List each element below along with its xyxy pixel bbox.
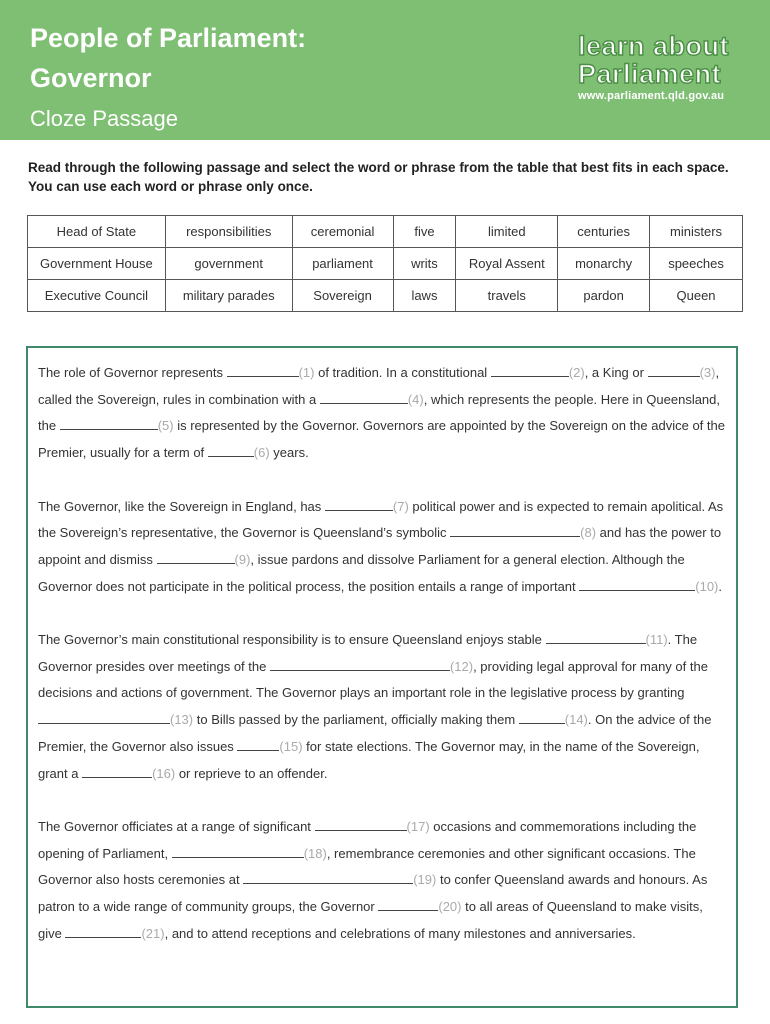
blank-13[interactable] (38, 710, 170, 724)
word-cell: Head of State (28, 216, 166, 248)
word-cell: Royal Assent (456, 248, 558, 280)
blank-number: (3) (699, 365, 716, 380)
passage-text: , called the Sovereign, rules in combination with a (38, 365, 720, 407)
word-cell: Government House (28, 248, 166, 280)
passage-text: of tradition. In a constitutional (314, 365, 491, 380)
passage-text: , providing legal approval for many of the decisions and actions of government. The Governor plays an important role in the legislative process by granting (38, 658, 708, 701)
passage-text: for state elections. The Governor may, in the name of the Sovereign, grant a (38, 738, 700, 781)
passage-text: , and to attend receptions and celebrations of many milestones and anniversaries. (164, 925, 636, 941)
blank-5[interactable] (60, 416, 158, 430)
passage-text: years. (269, 445, 309, 461)
word-cell: ceremonial (292, 216, 393, 248)
blank-7[interactable] (325, 497, 393, 511)
blank-number: (19) (413, 872, 437, 888)
table-row (28, 248, 743, 280)
blank-9[interactable] (157, 550, 235, 564)
word-cell: laws (393, 280, 456, 312)
word-cell: military parades (165, 280, 292, 312)
blank-14[interactable] (519, 710, 565, 724)
blank-number: (15) (279, 738, 303, 754)
blank-number: (10) (695, 578, 719, 594)
blank-number: (2) (568, 365, 585, 380)
passage-text: . The Governor presides over meetings of the (38, 632, 698, 674)
word-cell: monarchy (558, 248, 650, 280)
word-cell: writs (393, 248, 456, 280)
header-banner (0, 0, 770, 140)
page-title: People of Parliament: Governor (30, 23, 307, 93)
blank-16[interactable] (82, 764, 152, 778)
blank-4[interactable] (320, 390, 408, 404)
blank-number: (7) (392, 498, 409, 514)
blank-20[interactable] (378, 897, 438, 911)
page-subtitle: Cloze Passage (30, 106, 178, 131)
blank-number: (6) (253, 445, 270, 461)
blank-2[interactable] (491, 363, 569, 377)
word-cell: government (165, 248, 292, 280)
passage-text: , a King or (584, 365, 648, 380)
word-cell: parliament (292, 248, 393, 280)
passage-text: to all areas of Queensland to make visits, give (38, 899, 703, 941)
blank-10[interactable] (579, 577, 695, 591)
blank-number: (18) (303, 845, 327, 861)
cloze-passage (38, 360, 728, 947)
word-cell: centuries (558, 216, 650, 248)
word-cell: pardon (558, 280, 650, 312)
word-cell: Queen (650, 280, 743, 312)
passage-text: , issue pardons and dissolve Parliament for a general election. Although the Governor does not participate in the political process, the position entails a range of important (38, 551, 685, 594)
blank-number: (20) (438, 899, 462, 915)
word-cell: responsibilities (165, 216, 292, 248)
passage-text: The Governor, like the Sovereign in England, has (38, 498, 325, 514)
learn-about-parliament-logo[interactable] (578, 32, 738, 102)
blank-number: (5) (157, 418, 174, 434)
logo-line-1: learn about (578, 31, 730, 61)
passage-paragraph-2 (38, 494, 728, 601)
passage-text: The Governor’s main constitutional responsibility is to ensure Queensland enjoys stable (38, 632, 546, 647)
passage-text: occasions and commemorations including the opening of Parliament, (38, 818, 697, 861)
blank-8[interactable] (450, 523, 580, 537)
blank-number: (16) (152, 765, 176, 781)
passage-paragraph-1 (38, 360, 728, 467)
blank-3[interactable] (648, 363, 700, 377)
passage-text: The role of Governor represents (38, 365, 227, 380)
word-cell: Executive Council (28, 280, 166, 312)
table-row (28, 280, 743, 312)
word-cell: five (393, 216, 456, 248)
blank-number: (8) (580, 525, 597, 541)
passage-text: to confer Queensland awards and honours. As patron to a wide range of community groups, the Governor (38, 872, 708, 915)
blank-6[interactable] (208, 443, 254, 457)
instructions: Read through the following passage and select the word or phrase from the table that best fits in each space. You can use each word or phrase only once. (28, 160, 729, 194)
passage-text: or reprieve to an offender. (175, 765, 328, 781)
blank-number: (1) (298, 365, 315, 380)
blank-number: (14) (564, 712, 588, 728)
passage-text: , which represents the people. Here in Queensland, the (38, 391, 721, 434)
passage-text: political power and is expected to remain apolitical. As the Sovereign’s representative, the Governor is Queensland’s symbolic (38, 498, 724, 541)
passage-text: is represented by the Governor. Governors are appointed by the Sovereign on the advice of the Premier, usually for a term of (38, 418, 725, 461)
word-cell: ministers (650, 216, 743, 248)
logo-url: www.parliament.qld.gov.au (578, 90, 725, 102)
word-cell: limited (456, 216, 558, 248)
table-row (28, 216, 743, 248)
blank-12[interactable] (270, 657, 450, 671)
blank-number: (11) (645, 632, 668, 647)
passage-text: . (718, 578, 723, 594)
blank-18[interactable] (172, 844, 304, 858)
word-cell: Sovereign (292, 280, 393, 312)
blank-number: (13) (170, 712, 194, 728)
blank-number: (17) (406, 818, 430, 834)
blank-number: (12) (449, 658, 474, 674)
word-cell: travels (456, 280, 558, 312)
word-bank-table (27, 215, 743, 312)
blank-15[interactable] (237, 737, 279, 751)
blank-11[interactable] (546, 630, 646, 644)
blank-number: (9) (234, 551, 251, 567)
passage-text: to Bills passed by the parliament, officially making them (193, 712, 519, 728)
blank-1[interactable] (227, 363, 299, 377)
blank-21[interactable] (65, 924, 141, 938)
cloze-passage-box (26, 346, 738, 1008)
blank-17[interactable] (315, 817, 407, 831)
blank-number: (4) (407, 391, 424, 407)
blank-number: (21) (141, 925, 165, 941)
blank-19[interactable] (243, 870, 413, 884)
logo-line-2: Parliament (578, 59, 722, 89)
passage-text: The Governor officiates at a range of significant (38, 818, 315, 834)
passage-text: and has the power to appoint and dismiss (38, 525, 722, 567)
word-cell: speeches (650, 248, 743, 280)
passage-text: . On the advice of the Premier, the Governor also issues (38, 712, 712, 754)
passage-paragraph-4 (38, 814, 728, 948)
passage-text: , remembrance ceremonies and other significant occasions. The Governor also hosts ceremonies at (38, 845, 696, 888)
passage-paragraph-3 (38, 627, 728, 787)
